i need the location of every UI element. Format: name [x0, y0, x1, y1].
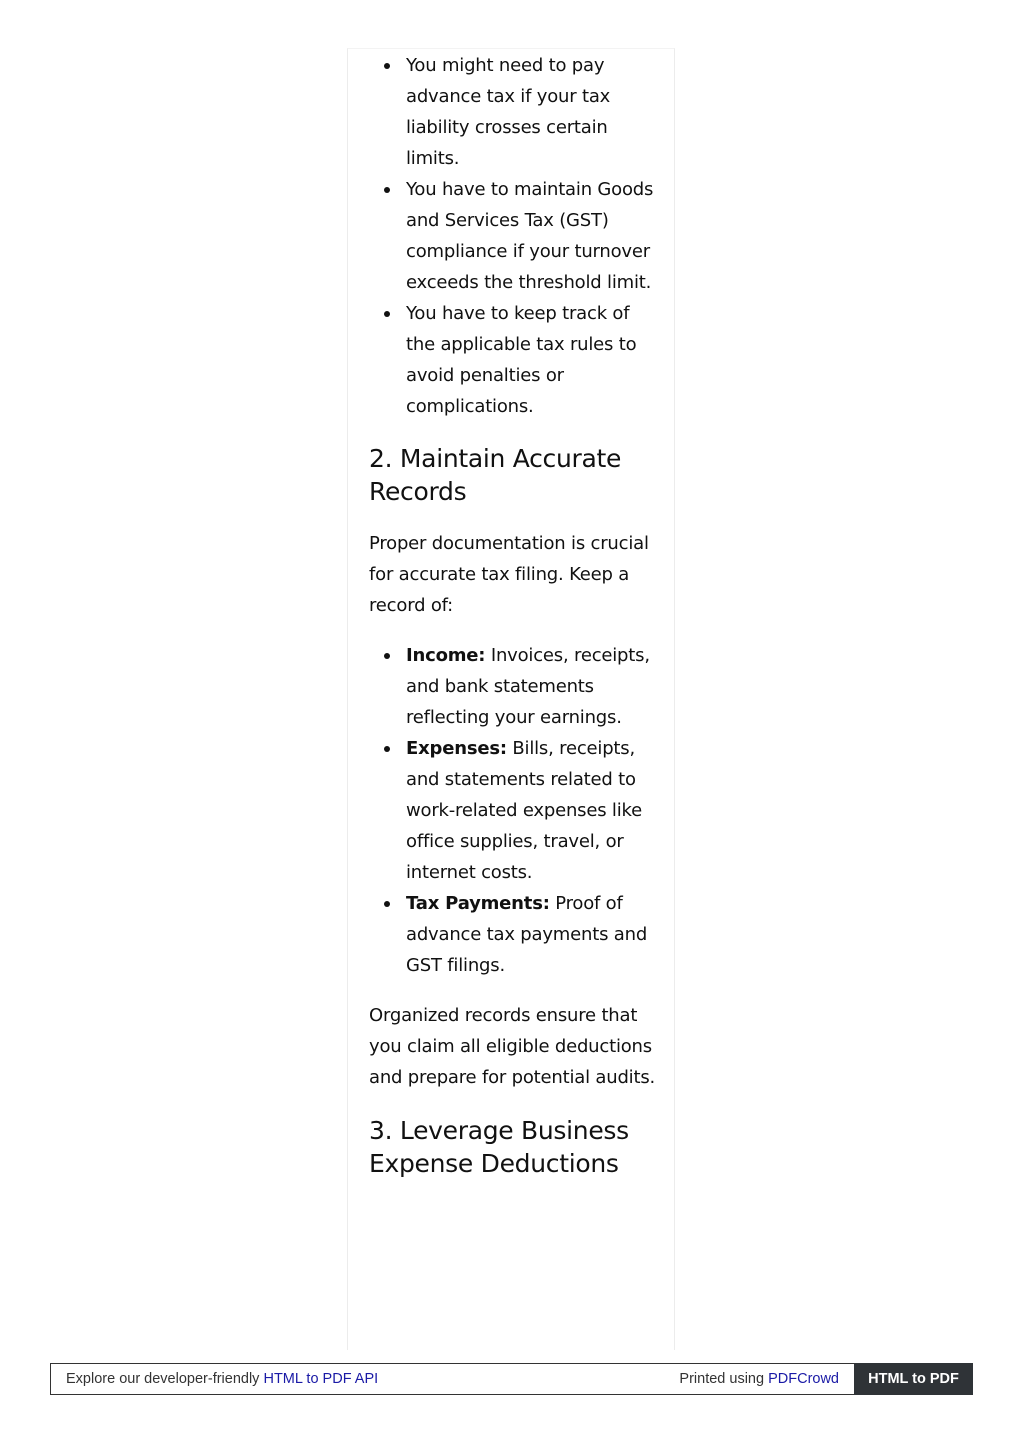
list-item: You have to keep track of the applicable tax rules to avoid penalties or complications. — [406, 298, 659, 422]
article-column — [347, 48, 675, 1350]
section-heading-maintain-records: 2. Maintain Accurate Records — [369, 444, 622, 506]
list-item — [406, 733, 659, 888]
pdfcrowd-footer — [50, 1363, 973, 1395]
footer-explore-text: Explore our developer-friendly — [66, 1371, 264, 1387]
pdfcrowd-link[interactable]: PDFCrowd — [768, 1371, 839, 1387]
footer-printed — [679, 1371, 839, 1387]
paragraph-organized-records: Organized records ensure that you claim all eligible deductions and prepare for potential audits. — [369, 1005, 656, 1088]
footer-printed-text: Printed using — [679, 1371, 769, 1387]
list-item-text: Bills, receipts, and statements related to work-related expenses like office supplies, travel, or internet costs. — [406, 738, 642, 883]
html-to-pdf-api-link[interactable]: HTML to PDF API — [263, 1371, 379, 1387]
list-item-text: Invoices, receipts, and bank statements reflecting your earnings. — [406, 645, 650, 728]
list-item — [406, 888, 659, 981]
list-item-term: Income: — [406, 645, 486, 666]
article-content — [369, 49, 659, 1180]
list-item-term: Expenses: — [406, 738, 507, 759]
section-heading-expense-deductions: 3. Leverage Business Expense Deductions — [369, 1116, 629, 1178]
html-to-pdf-button[interactable]: HTML to PDF — [854, 1363, 973, 1395]
list-item: You might need to pay advance tax if your tax liability crosses certain limits. — [406, 50, 659, 174]
list-item — [406, 640, 659, 733]
list-item-text: Proof of advance tax payments and GST filings. — [406, 893, 648, 976]
records-list — [369, 640, 659, 981]
paragraph-documentation: Proper documentation is crucial for accurate tax filing. Keep a record of: — [369, 533, 649, 616]
tax-obligations-list — [369, 50, 659, 422]
list-item-term: Tax Payments: — [406, 893, 550, 914]
footer-explore — [66, 1371, 378, 1387]
list-item: You have to maintain Goods and Services Tax (GST) compliance if your turnover exceeds the threshold limit. — [406, 174, 659, 298]
